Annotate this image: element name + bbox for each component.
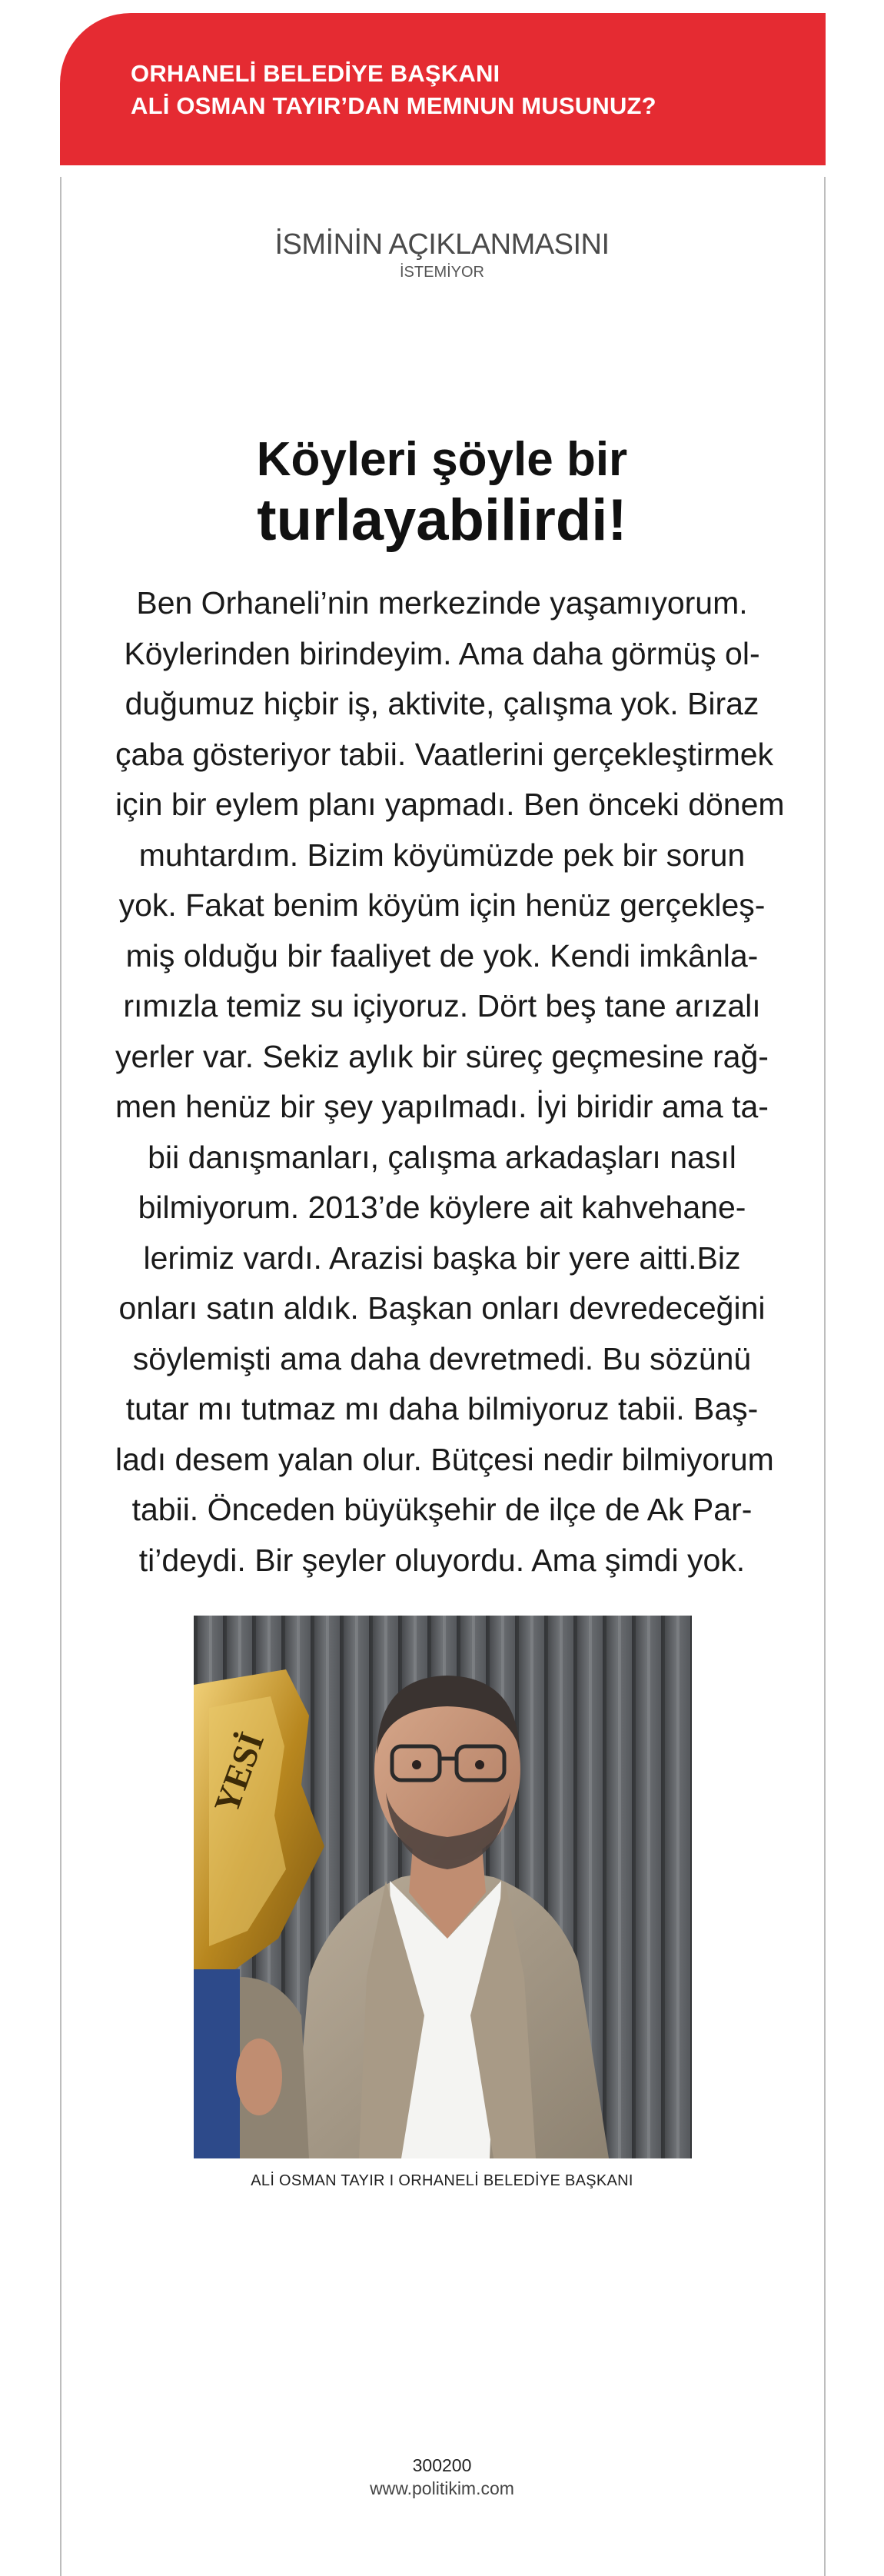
body-line: lerimiz vardı. Arazisi başka bir yere aitti.Biz: [143, 1240, 741, 1276]
article-body: [115, 578, 785, 1586]
body-line: onları satın aldık. Başkan onları devredeceğini: [118, 1290, 766, 1326]
body-line: duğumuz hiçbir iş, aktivite, çalışma yok. Biraz: [125, 686, 759, 721]
source-block: [0, 228, 884, 281]
body-line: ti’deydi. Bir şeyler oluyordu. Ama şimdi yok.: [138, 1542, 746, 1578]
body-line: bilmiyorum. 2013’de köylere ait kahvehane-: [138, 1190, 746, 1225]
headline: [0, 432, 884, 554]
header-banner: [60, 13, 826, 165]
body-line: muhtardım. Bizim köyümüzde pek bir sorun: [138, 837, 746, 873]
body-line: yerler var. Sekiz aylık bir süreç geçmesine rağ-: [115, 1038, 769, 1074]
body-line: çaba gösteriyor tabii. Vaatlerini gerçekleştirmek: [115, 736, 774, 772]
portrait-photo: [194, 1616, 692, 2158]
body-line: için bir eylem planı yapmadı. Ben önceki dönem: [115, 787, 785, 822]
body-line: tutar mı tutmaz mı daha bilmiyoruz tabii. Baş-: [125, 1391, 759, 1426]
body-line: Köylerinden birindeyim. Ama daha görmüş ol-: [124, 635, 760, 671]
photo-caption: ALİ OSMAN TAYIR I ORHANELİ BELEDİYE BAŞKANI: [251, 2172, 633, 2189]
body-line: yok. Fakat benim köyüm için henüz gerçekleş-: [118, 887, 766, 923]
banner-line-1: ORHANELİ BELEDİYE BAŞKANI: [131, 60, 500, 87]
banner-line-2: ALİ OSMAN TAYIR’DAN MEMNUN MUSUNUZ?: [131, 92, 656, 119]
body-line: ladı desem yalan olur. Bütçesi nedir bilmiyorum: [115, 1441, 774, 1477]
body-line: söylemişti ama daha devretmedi. Bu sözünü: [132, 1340, 752, 1376]
footer-code: 300200: [412, 2455, 472, 2475]
body-line: men henüz bir şey yapılmadı. İyi biridir ama ta-: [115, 1089, 769, 1124]
headline-line-1: Köyleri şöyle bir: [256, 433, 628, 486]
source-name: İSMİNİN AÇIKLANMASINI: [274, 228, 610, 261]
headline-line-2: turlayabilirdi!: [257, 488, 627, 553]
footer-site: www.politikim.com: [370, 2478, 514, 2498]
plaque-text: YESİ: [206, 1727, 272, 1819]
body-line: miş olduğu bir faaliyet de yok. Kendi imkânla-: [125, 937, 759, 973]
source-role: İSTEMİYOR: [399, 264, 484, 281]
page-footer: [0, 2454, 884, 2500]
body-line: bii danışmanları, çalışma arkadaşları nasıl: [148, 1139, 736, 1175]
body-line: rımızla temiz su içiyoruz. Dört beş tane arızalı: [123, 988, 761, 1023]
body-line: Ben Orhaneli’nin merkezinde yaşamıyorum.: [136, 585, 748, 621]
body-line: tabii. Önceden büyükşehir de ilçe de Ak Par-: [131, 1492, 753, 1527]
